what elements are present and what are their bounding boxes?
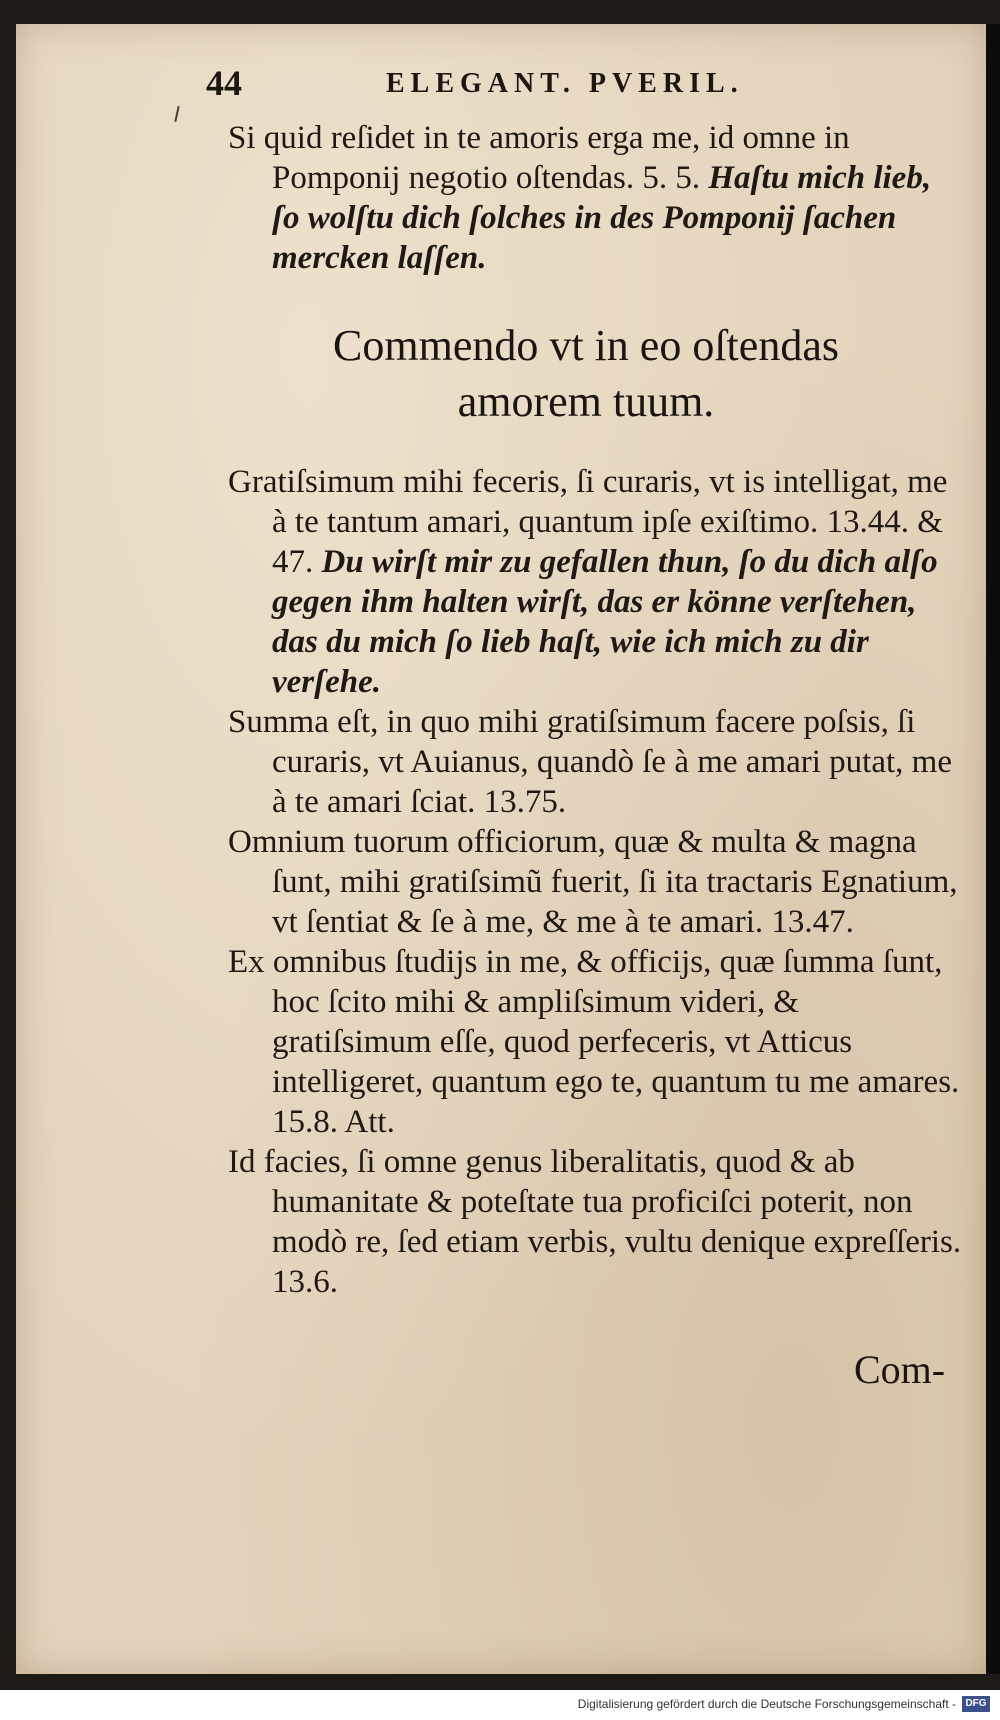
dfg-logo: DFG	[962, 1696, 990, 1712]
entry-paragraph	[228, 822, 966, 942]
entry-latin: Ex omnibus ſtudijs in me, & officijs, quæ ſumma ſunt, hoc ſcito mihi & ampliſsimum videri, & gratiſsimum eſſe, quod perfeceris, vt Atticus intelligeret, quantum ego te, quantum tu me amares. 15.8. Att.	[228, 944, 960, 1140]
catchword: Com-	[854, 1347, 946, 1392]
entry-paragraph	[228, 702, 966, 822]
entries-list	[228, 462, 966, 1302]
entry-latin: Summa eſt, in quo mihi gratiſsimum facere poſsis, ſi curaris, vt Auianus, quandò ſe à me amari putat, me à te amari ſciat. 13.75.	[228, 704, 952, 820]
entry-latin: Id facies, ſi omne genus liberalitatis, quod & ab humanitate & poteſtate tua proficiſci poterit, non modò re, ſed etiam verbis, vultu denique expreſſeris. 13.6.	[228, 1144, 962, 1300]
entry-paragraph	[228, 1142, 966, 1302]
entry-first	[228, 118, 966, 278]
running-title: ELEGANT. PVERIL.	[386, 68, 744, 99]
page-edge-shadow	[986, 24, 1000, 1674]
entry-german: Haſtu mich lieb, ſo wolſtu dich ſolches in des Pomponij ſachen mercken laſſen.	[272, 160, 932, 276]
section-heading	[236, 318, 936, 430]
footer-credit: Digitalisierung gefördert durch die Deutsche Forschungsgemeinschaft -	[577, 1697, 956, 1711]
entry-paragraph	[228, 942, 966, 1142]
heading-line-1: Commendo vt in eo oſtendas	[333, 321, 839, 370]
heading-line-2: amorem tuum.	[457, 377, 715, 426]
entry-paragraph	[228, 118, 966, 278]
digitization-footer	[0, 1690, 1000, 1720]
entry-latin: Gratiſsimum mihi feceris, ſi curaris, vt is intelligat, me à te tantum amari, quantum ipſe exiſtimo. 13.44. & 47.	[228, 464, 948, 580]
running-head	[206, 62, 826, 106]
entry-latin: Si quid reſidet in te amoris erga me, id omne in Pomponij negotio oſtendas. 5. 5.	[228, 120, 850, 196]
entry-german: Du wirſt mir zu gefallen thun, ſo du dich alſo gegen ihm halten wirſt, das er könne verſtehen, das du mich ſo lieb haſt, wie ich mich zu dir verſehe.	[272, 544, 938, 700]
entry-latin: Omnium tuorum officiorum, quæ & multa & magna ſunt, mihi gratiſsimũ fuerit, ſi ita tractaris Egnatium, vt ſentiat & ſe à me, & me à te amari. 13.47.	[228, 824, 958, 940]
page-number: 44	[206, 63, 242, 103]
entry-paragraph	[228, 462, 966, 702]
